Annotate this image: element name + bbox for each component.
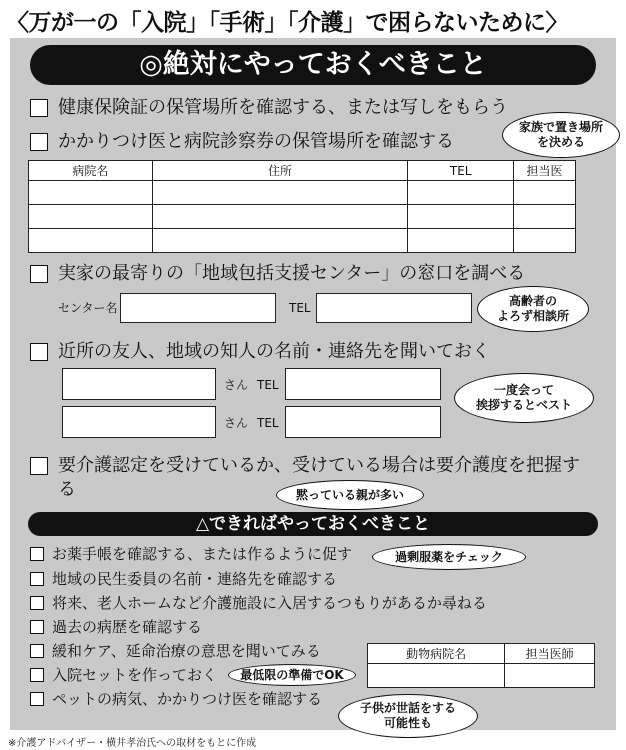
- note-text: よろず相談所: [496, 309, 569, 323]
- note-bubble-storage: [502, 112, 620, 158]
- should-item-label: お薬手帳を確認する、または作るように促す: [52, 545, 353, 563]
- contact-tel-field-1[interactable]: [285, 368, 441, 400]
- must-item-label: 要介護認定を受けているか、受けている場合は要介護度を把握する: [58, 455, 580, 500]
- should-do-heading: △できればやっておくべきこと: [28, 512, 598, 536]
- table-cell[interactable]: [152, 229, 408, 253]
- col-vet-doctor: 担当医師: [505, 644, 595, 664]
- note-bubble-children: [338, 694, 478, 738]
- table-cell[interactable]: [368, 664, 505, 688]
- contact-tel-label: TEL: [257, 378, 279, 392]
- col-address: 住所: [152, 161, 408, 181]
- table-cell[interactable]: [505, 664, 595, 688]
- col-tel: TEL: [408, 161, 514, 181]
- checkbox[interactable]: [30, 133, 48, 151]
- contact-tel-label: TEL: [257, 416, 279, 430]
- must-item-label: かかりつけ医と病院診察券の保管場所を確認する: [58, 131, 454, 152]
- note-text: 家族で置き場所: [518, 120, 603, 134]
- table-cell[interactable]: [152, 205, 408, 229]
- should-item-label: 過去の病歴を確認する: [52, 618, 203, 636]
- should-item-label: 入院セットを作っておく: [52, 666, 218, 684]
- must-item-doctor: [30, 130, 454, 154]
- note-text: 挨拶するとベスト: [475, 398, 572, 412]
- note-text: 過剰服薬をチェック: [395, 549, 503, 564]
- must-item-center: [30, 262, 525, 286]
- note-text: 一度会って: [493, 383, 554, 397]
- note-bubble-minimum: [228, 664, 356, 686]
- table-cell[interactable]: [29, 181, 153, 205]
- contact-tel-field-2[interactable]: [285, 406, 441, 438]
- should-item: [30, 641, 321, 661]
- table-row: [368, 664, 595, 688]
- checkbox[interactable]: [30, 620, 44, 634]
- table-row: [29, 205, 576, 229]
- table-cell[interactable]: [29, 205, 153, 229]
- should-item: [30, 544, 352, 564]
- contact-name-field-2[interactable]: [62, 406, 216, 438]
- center-tel-field[interactable]: [316, 293, 472, 323]
- checkbox[interactable]: [30, 692, 44, 706]
- should-item-label: 将来、老人ホームなど介護施設に入居するつもりがあるか尋ねる: [52, 594, 487, 612]
- col-hospital-name: 病院名: [29, 161, 153, 181]
- checkbox[interactable]: [30, 343, 48, 361]
- should-item: [30, 593, 487, 613]
- table-cell[interactable]: [408, 229, 514, 253]
- note-text: 黙っている親が多い: [295, 487, 404, 502]
- table-cell[interactable]: [408, 181, 514, 205]
- must-item-label: 近所の友人、地域の知人の名前・連絡先を聞いておく: [58, 341, 490, 362]
- should-item: [30, 617, 202, 637]
- should-item: [30, 665, 217, 685]
- must-item-label: 実家の最寄りの「地域包括支援センター」の窓口を調べる: [58, 263, 526, 284]
- center-tel-label: TEL: [289, 301, 311, 315]
- checkbox[interactable]: [30, 596, 44, 610]
- checkbox[interactable]: [30, 99, 48, 117]
- checkbox[interactable]: [30, 572, 44, 586]
- page-title: 〈万が一の「入院」「手術」「介護」で困らないために〉: [6, 10, 568, 36]
- table-cell[interactable]: [29, 229, 153, 253]
- should-item-label: 地域の民生委員の名前・連絡先を確認する: [52, 570, 338, 588]
- san-label: さん: [224, 378, 249, 392]
- col-doctor: 担当医: [514, 161, 576, 181]
- table-cell[interactable]: [514, 205, 576, 229]
- note-bubble-center: [477, 286, 589, 332]
- checkbox[interactable]: [30, 547, 44, 561]
- contact-name-field-1[interactable]: [62, 368, 216, 400]
- should-item-label: ペットの病気、かかりつけ医を確認する: [52, 690, 323, 708]
- must-item-insurance: [30, 96, 508, 120]
- col-vet-clinic: 動物病院名: [368, 644, 505, 664]
- checkbox[interactable]: [30, 644, 44, 658]
- table-cell[interactable]: [514, 181, 576, 205]
- note-text: 最低限の準備でOK: [240, 667, 344, 682]
- san-label: さん: [224, 416, 249, 430]
- center-name-label: センター名: [58, 301, 118, 315]
- should-item: [30, 689, 322, 709]
- checkbox[interactable]: [30, 457, 48, 475]
- table-header-row: [29, 161, 576, 181]
- checkbox[interactable]: [30, 668, 44, 682]
- table-row: [29, 229, 576, 253]
- must-item-label: 健康保険証の保管場所を確認する、または写しをもらう: [58, 97, 508, 118]
- table-cell[interactable]: [514, 229, 576, 253]
- table-row: [29, 181, 576, 205]
- source-footnote: ※介護アドバイザー・横井孝治氏への取材をもとに作成: [8, 738, 257, 749]
- table-cell[interactable]: [152, 181, 408, 205]
- center-name-field[interactable]: [120, 293, 276, 323]
- note-text: 可能性も: [383, 716, 432, 730]
- must-do-heading: ◎絶対にやっておくべきこと: [30, 45, 596, 85]
- note-bubble-overdose: [372, 544, 526, 570]
- note-text: 高齢者の: [508, 294, 557, 308]
- note-text: を決める: [536, 135, 585, 149]
- should-item-label: 緩和ケア、延命治療の意思を聞いてみる: [52, 642, 321, 660]
- note-bubble-silent: [276, 480, 424, 510]
- note-text: 子供が世話をする: [359, 701, 456, 715]
- hospital-table: [28, 160, 576, 253]
- must-item-neighbors: [30, 340, 490, 364]
- note-bubble-meet: [454, 373, 594, 423]
- table-header-row: [368, 644, 595, 664]
- table-cell[interactable]: [408, 205, 514, 229]
- should-item: [30, 569, 337, 589]
- checkbox[interactable]: [30, 265, 48, 283]
- pet-table: [367, 643, 595, 688]
